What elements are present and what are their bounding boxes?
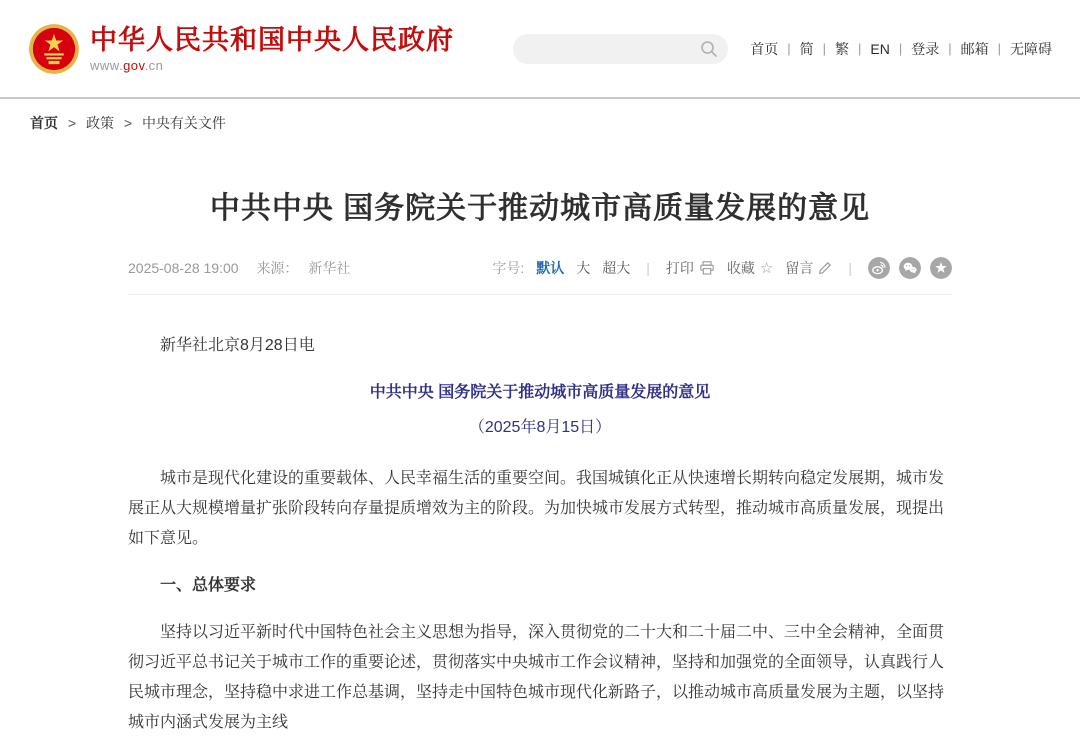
breadcrumb-separator: >	[67, 115, 77, 131]
page-title: 中共中央 国务院关于推动城市高质量发展的意见	[209, 192, 871, 225]
nav-separator: |	[857, 41, 862, 56]
publish-datetime: 2025-08-28 19:00	[128, 260, 239, 276]
nav-login[interactable]: 登录	[911, 40, 940, 57]
comment-label: 留言	[785, 260, 814, 276]
top-navigation	[750, 39, 1052, 59]
nav-separator: |	[997, 41, 1001, 56]
document-date: （2025年8月15日）	[468, 419, 612, 436]
nav-home[interactable]: 首页	[750, 40, 779, 57]
nav-simplified[interactable]: 简	[799, 40, 814, 57]
paragraph: 坚持以习近平新时代中国特色社会主义思想为指导，深入贯彻党的二十大和二十届二中、三中全会精神，全面贯彻习近平总书记关于城市工作的重要论述，贯彻落实中央城市工作会议精神，坚持和加强党的全面领导，认真践行人民城市理念，坚持稳中求进工作总基调，坚持走中国特色城市现代化新路子，以推动城市高质量发展为主题，以坚持城市内涵式发展为主线	[128, 624, 945, 731]
print-label: 打印	[665, 260, 694, 276]
nav-mail[interactable]: 邮箱	[960, 40, 989, 57]
site-url	[90, 58, 454, 73]
search-button[interactable]	[700, 40, 718, 58]
print-button[interactable]	[666, 258, 715, 278]
search-icon	[700, 40, 718, 58]
document-title: 中共中央 国务院关于推动城市高质量发展的意见	[369, 384, 711, 401]
article-meta-info	[128, 258, 350, 278]
nav-separator: |	[898, 41, 903, 56]
nav-traditional[interactable]: 繁	[834, 40, 849, 57]
article-meta-bar	[128, 257, 952, 295]
favorite-label: 收藏	[726, 260, 755, 276]
favorite-button[interactable]	[727, 258, 773, 278]
nav-separator: |	[948, 41, 952, 56]
article	[128, 183, 952, 738]
article-body	[128, 331, 952, 738]
breadcrumb-policy[interactable]: 政策	[85, 115, 114, 131]
pencil-icon	[818, 261, 832, 275]
lead-paragraph: 新华社北京8月28日电	[160, 337, 315, 354]
search-input[interactable]	[527, 41, 700, 56]
national-emblem-icon	[28, 23, 80, 75]
paragraph: 城市是现代化建设的重要载体、人民幸福生活的重要空间。我国城镇化正从快速增长期转向稳定发展期，城市发展正从大规模增量扩张阶段转向存量提质增效为主的阶段。为加快城市发展方式转型，推动城市高质量发展，现提出如下意见。	[128, 470, 945, 547]
toolbar-divider: |	[646, 260, 650, 276]
wechat-share-icon[interactable]	[899, 257, 921, 279]
font-size-large-button[interactable]: 大	[576, 260, 591, 276]
nav-separator: |	[822, 41, 826, 56]
breadcrumb	[0, 99, 1080, 143]
breadcrumb-central-documents[interactable]: 中央有关文件	[141, 115, 226, 131]
search-box[interactable]	[513, 34, 728, 64]
nav-separator: |	[787, 41, 791, 56]
printer-icon	[699, 260, 715, 276]
breadcrumb-home[interactable]: 首页	[30, 115, 58, 131]
qzone-share-icon[interactable]	[930, 257, 952, 279]
font-size-xlarge-button[interactable]: 超大	[602, 260, 631, 276]
site-header	[0, 0, 1080, 99]
section-heading: 一、总体要求	[160, 577, 257, 594]
site-url-suffix: .cn	[144, 57, 164, 73]
nav-accessibility[interactable]: 无障碍	[1010, 40, 1052, 57]
weibo-share-icon[interactable]	[868, 257, 890, 279]
nav-english[interactable]: EN	[870, 40, 890, 57]
toolbar-divider: |	[848, 260, 852, 276]
comment-button[interactable]	[785, 258, 832, 278]
site-logo[interactable]	[28, 23, 454, 75]
site-url-gov: gov	[123, 57, 145, 73]
star-icon: ☆	[759, 260, 774, 277]
site-url-prefix: www.	[90, 57, 124, 73]
site-title: 中华人民共和国中央人民政府	[90, 24, 454, 55]
source-name: 新华社	[308, 260, 351, 276]
article-toolbar	[492, 257, 952, 279]
source-label: 来源：	[256, 260, 299, 276]
font-size-default-button[interactable]: 默认	[536, 260, 565, 276]
font-size-label: 字号:	[492, 260, 525, 276]
breadcrumb-separator: >	[123, 115, 133, 131]
share-buttons	[868, 257, 952, 279]
